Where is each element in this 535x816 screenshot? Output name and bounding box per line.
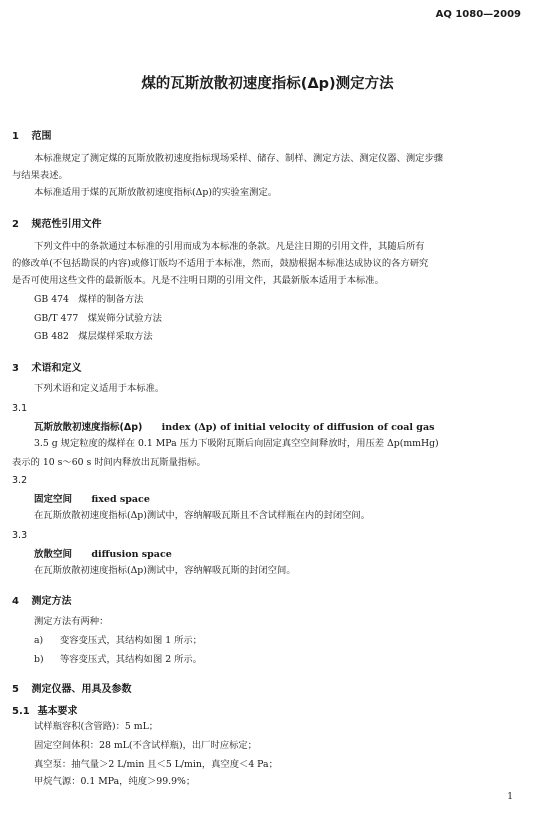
section-title: 测定仪器、用具及参数	[31, 684, 132, 695]
term-chinese: 固定空间	[34, 494, 73, 505]
term-definition-line: 在瓦斯放散初速度指标(Δp)测试中，容纳解吸瓦斯且不含试样瓶在内的封闭空间。	[34, 510, 371, 521]
section-number: 4	[12, 596, 19, 607]
section-number: 1	[12, 131, 19, 142]
term-english: fixed space	[91, 494, 150, 505]
term-chinese: 放散空间	[34, 549, 73, 560]
paragraph-line: 本标准规定了测定煤的瓦斯放散初速度指标现场采样、储存、制样、测定方法、测定仪器、测定步骤	[34, 153, 444, 164]
paragraph-line: 下列文件中的条款通过本标准的引用而成为本标准的条款。凡是注日期的引用文件，其随后所有	[34, 241, 425, 252]
reference-item: GB 474 煤样的制备方法	[34, 294, 144, 305]
reference-item: GB/T 477 煤炭筛分试验方法	[34, 313, 162, 324]
paragraph-line: 测定方法有两种：	[34, 616, 109, 627]
paragraph-line: 是否可使用这些文件的最新版本。凡是不注明日期的引用文件，其最新版本适用于本标准。	[12, 275, 384, 286]
term-english: diffusion space	[91, 549, 172, 560]
section-number: 3	[12, 363, 19, 374]
term-definition-line: 在瓦斯放散初速度指标(Δp)测试中，容纳解吸瓦斯的封闭空间。	[34, 565, 296, 576]
list-text: 变容变压式，其结构如图 1 所示；	[60, 635, 202, 646]
paragraph-line: 的修改单(不包括勘误的内容)或修订版均不适用于本标准，然而，鼓励根据本标准达成协议的各方研究	[12, 258, 429, 269]
section-1-heading	[12, 127, 51, 142]
term-number: 3.1	[12, 403, 28, 414]
section-5-heading	[12, 680, 131, 695]
section-number: 5	[12, 684, 19, 695]
subsection-heading	[12, 702, 77, 717]
parameter-line: 真空泵：抽气量＞2 L/min 且＜5 L/min，真空度＜4 Pa；	[34, 759, 278, 770]
section-2-heading	[12, 215, 101, 230]
term-number: 3.3	[12, 530, 28, 541]
term-title	[34, 546, 172, 560]
list-label: a)	[34, 635, 44, 646]
parameter-line: 甲烷气源：0.1 MPa，纯度＞99.9%；	[34, 776, 196, 787]
section-title: 术语和定义	[31, 363, 82, 374]
term-english: index (Δp) of initial velocity of diffusion of coal gas	[161, 422, 435, 433]
term-title	[34, 491, 150, 505]
list-item	[34, 632, 202, 649]
section-4-heading	[12, 592, 71, 607]
paragraph-line: 与结果表述。	[12, 170, 68, 181]
parameter-line: 固定空间体积：28 mL(不含试样瓶)，出厂时应标定；	[34, 740, 257, 751]
list-label: b)	[34, 654, 44, 665]
section-number: 2	[12, 219, 19, 230]
document-title: 煤的瓦斯放散初速度指标(Δp)测定方法	[141, 76, 394, 92]
term-definition-line: 3.5 g 规定粒度的煤样在 0.1 MPa 压力下吸附瓦斯后向固定真空空间释放时，用压差 Δp(mmHg)	[34, 438, 439, 449]
term-definition-line: 表示的 10 s～60 s 时间内释放出瓦斯量指标。	[12, 457, 206, 468]
list-text: 等容变压式，其结构如图 2 所示。	[60, 654, 202, 665]
term-title	[34, 419, 434, 433]
reference-item: GB 482 煤层煤样采取方法	[34, 331, 153, 342]
parameter-line: 试样瓶容积(含管路)：5 mL；	[34, 721, 159, 732]
paragraph-line: 本标准适用于煤的瓦斯放散初速度指标(Δp)的实验室测定。	[34, 187, 278, 198]
subsection-number: 5.1	[12, 706, 30, 717]
section-title: 规范性引用文件	[31, 219, 102, 230]
section-3-heading	[12, 359, 81, 374]
paragraph-line: 下列术语和定义适用于本标准。	[34, 383, 165, 394]
standard-number: AQ 1080—2009	[435, 9, 521, 20]
section-title: 测定方法	[31, 596, 72, 607]
term-number: 3.2	[12, 475, 28, 486]
subsection-title: 基本要求	[37, 706, 78, 717]
section-title: 范围	[31, 131, 52, 142]
page-number: 1	[507, 792, 513, 802]
list-item	[34, 651, 202, 668]
term-chinese: 瓦斯放散初速度指标(Δp)	[34, 422, 143, 433]
